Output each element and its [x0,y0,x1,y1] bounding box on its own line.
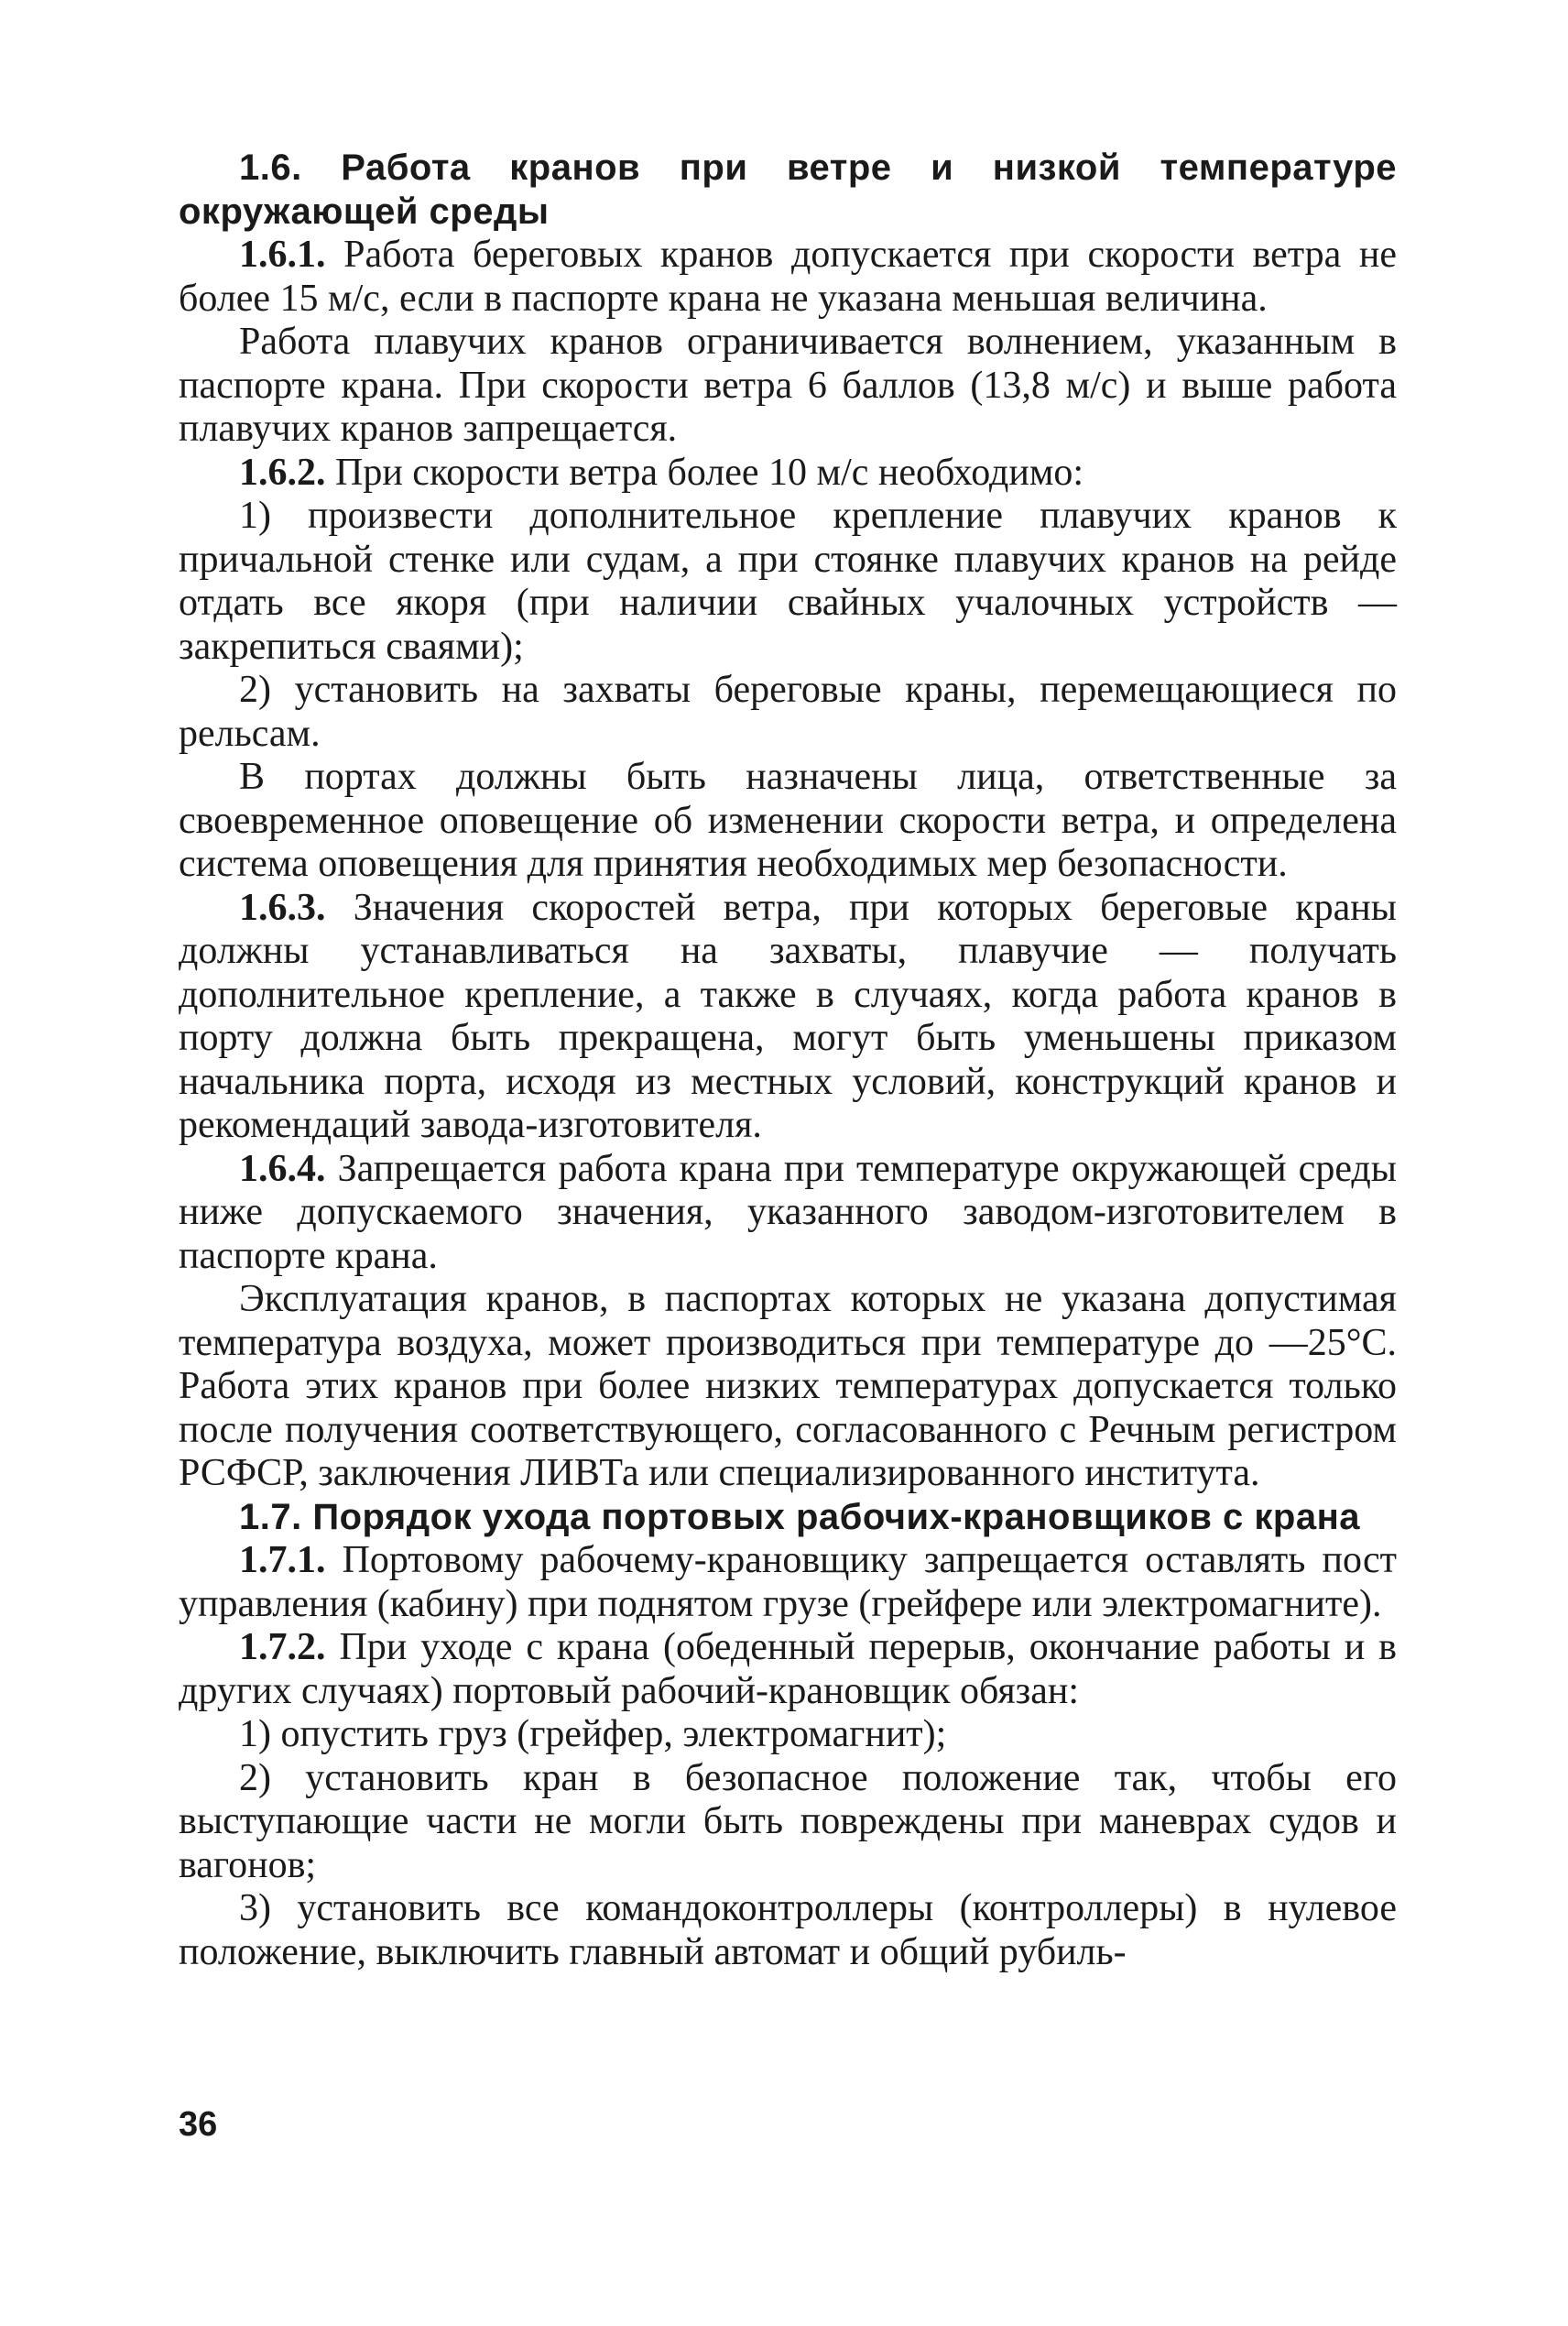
clause-text: При скорости ветра более 10 м/с необходимо: [335,451,1084,494]
paragraph-1-6-1 [179,234,1397,321]
clause-number: 1.6.3. [239,886,326,929]
clause-number: 1.6.1. [239,234,326,276]
paragraph-1-6-4 [179,1148,1397,1279]
list-item-1: 1) опустить груз (грейфер, электромагнит); [239,1713,947,1755]
paragraph: В портах должны быть назначены лица, ответственные за своевременное оповещение об изменении скорости ветра, и определена система оповещения для принятия необходимых мер безопасности. [179,756,1397,885]
paragraph: Эксплуатация кранов, в паспортах которых не указана допустимая температура воздуха, может производиться при температуре до —25°С. Работа этих кранов при более низких температурах допускается только после получения соответствующего, согласованного с Речным регистром РСФСР, заключения ЛИВТа или специализированного института. [179,1278,1397,1494]
clause-text: Портовому рабочему-крановщику запрещается оставлять пост управления (кабину) при поднятом грузе (грейфере или электромагните). [179,1539,1398,1625]
clause-text: При уходе с крана (обеденный перерыв, окончание работы и в других случаях) портовый рабочий-крановщик обязан: [179,1626,1397,1712]
clause-number: 1.7.2. [239,1626,326,1668]
clause-number: 1.6.4. [239,1147,326,1190]
clause-text: Работа береговых кранов допускается при скорости ветра не более 15 м/с, если в паспорте крана не указана меньшая величина. [179,234,1397,320]
paragraph: Работа плавучих кранов ограничивается волнением, указанным в паспорте крана. При скорости ветра 6 баллов (13,8 м/с) и выше работа плавучих кранов запрещается. [179,321,1397,450]
paragraph-1-7-1 [179,1539,1397,1626]
page-number: 36 [179,2105,218,2144]
section-heading-1-6: 1.6. Работа кранов при ветре и низкой температуре окружающей среды [179,147,1397,232]
clause-number: 1.6.2. [239,451,326,494]
list-item-3: 3) установить все командоконтроллеры (контроллеры) в нулевое положение, выключить главный автомат и общий рубиль- [179,1887,1397,1973]
document-page [179,147,1397,1974]
list-item-2: 2) установить на захваты береговые краны, перемещающиеся по рельсам. [179,669,1397,755]
paragraph-1-6-2 [179,452,1397,496]
list-item-1: 1) произвести дополнительное крепление плавучих кранов к причальной стенке или судам, а при стоянке плавучих кранов на рейде отдать все якоря (при наличии свайных учалочных устройств — закрепиться сваями); [179,495,1397,668]
clause-number: 1.7.1. [239,1539,326,1581]
list-item-2: 2) установить кран в безопасное положение так, чтобы его выступающие части не могли быть повреждены при маневрах судов и вагонов; [179,1756,1397,1886]
paragraph-1-7-2 [179,1626,1397,1713]
paragraph-1-6-3 [179,887,1397,1148]
section-heading-1-7: 1.7. Порядок ухода портовых рабочих-крановщиков с крана [239,1496,1360,1537]
clause-text: Значения скоростей ветра, при которых береговые краны должны устанавливаться на захваты, плавучие — получать дополнительное крепление, а также в случаях, когда работа кранов в порту должна быть прекращена, могут быть уменьшены приказом начальника порта, исходя из местных условий, конструкций кранов и рекомендаций завода-изготовителя. [179,886,1397,1146]
clause-text: Запрещается работа крана при температуре окружающей среды ниже допускаемого значения, указанного заводом-изготовителем в паспорте крана. [179,1147,1398,1277]
